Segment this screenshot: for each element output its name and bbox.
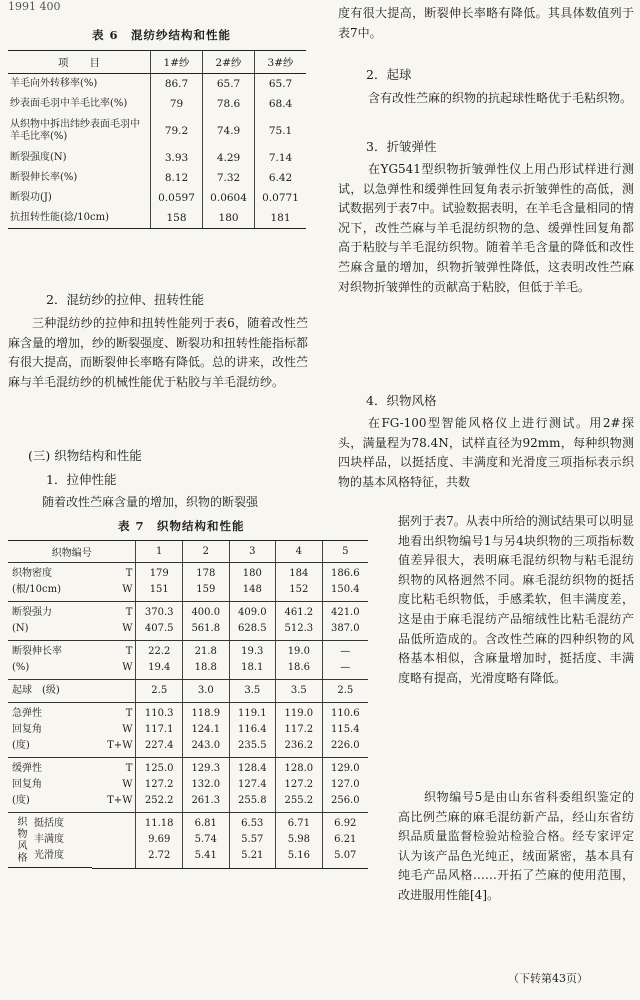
table7-value: 255.8 [237, 795, 267, 806]
table6-row-label: 羊毛向外转移率(%) [10, 78, 98, 89]
table7-tw-line: T+W [107, 740, 133, 751]
table7-value: 125.0 [144, 763, 174, 774]
table7-tw-line: T [125, 646, 133, 657]
table7-value: 2.5 [337, 685, 354, 696]
table7-tw-line [94, 832, 133, 848]
table7-value: 409.0 [237, 607, 267, 618]
table6-cell: 181 [255, 208, 306, 229]
table7-tw-cell [92, 641, 136, 680]
table7-data-cell [136, 602, 183, 641]
table7-group-label [8, 680, 92, 703]
table6-cell: 65.7 [203, 74, 255, 95]
table7-group-row [8, 563, 368, 602]
table6-cell: 86.7 [151, 74, 203, 95]
table7-label-line: 断裂强力 [12, 607, 52, 618]
table6-row [8, 188, 306, 208]
table7-value: 18.1 [241, 662, 264, 673]
table7-value: 119.0 [284, 708, 314, 719]
table6-row-label: 抗扭转性能(捻/10cm) [8, 208, 151, 229]
table7-label-line: (度) [12, 740, 30, 751]
table7-group-row [8, 680, 368, 703]
table6-cell: 158 [151, 208, 203, 229]
table7-tw-cell [92, 813, 136, 869]
table7-value: 5.74 [194, 834, 217, 846]
table7-value: 116.4 [237, 724, 267, 735]
table7-value: 18.8 [194, 662, 217, 673]
table7-data-cell [183, 680, 230, 703]
table7-value: — [340, 646, 351, 657]
table7-value: 252.2 [144, 795, 174, 806]
table6-cell: 180 [203, 208, 255, 229]
table6-cell: 68.4 [255, 94, 306, 114]
table7-value: 110.3 [144, 708, 174, 719]
table7-value: 117.2 [284, 724, 314, 735]
table6-cell: 79 [151, 94, 203, 114]
table7-tw-line: W [122, 779, 133, 790]
table7-value: 148 [242, 584, 262, 595]
table7-header-cell: 3 [229, 541, 276, 563]
section-heading-yarn-tensile: 2．混纺纱的拉伸、扭转性能 [46, 292, 204, 307]
table7-group-label [8, 602, 92, 641]
table7-value: 127.0 [330, 779, 360, 790]
table7-tw-cell [92, 758, 136, 813]
table7-value: 178 [196, 568, 216, 579]
table7-value: 512.3 [284, 623, 314, 634]
table7-value: 21.8 [194, 646, 217, 657]
table7-label-line: 回复角 [12, 724, 42, 735]
table6-cell: 3.93 [151, 148, 203, 168]
table6-cell: 75.1 [255, 114, 306, 148]
table7-data-cell [322, 703, 368, 758]
table7-label-line: (度) [12, 795, 30, 806]
table7-value: 19.4 [148, 662, 171, 673]
table7-data-cell [229, 703, 276, 758]
table6-cell: 79.2 [151, 114, 203, 148]
table7-value: 6.53 [241, 818, 264, 830]
table7-value: 110.6 [330, 708, 360, 719]
paragraph-style-a: 在FG-100型智能风格仪上进行测试。用2#探头，满量程为78.4N，试样直径为92mm，每种织物测四块样品，以挺括度、丰满度和光滑度三项指标表示织物的基本风格特征，共数 [338, 416, 634, 489]
table7-group-row [8, 602, 368, 641]
table6 [8, 50, 306, 229]
table7-data-cell [229, 641, 276, 680]
table6-cell: 0.0604 [203, 188, 255, 208]
table6-row [8, 94, 306, 114]
table6-caption: 表 6 混纺纱结构和性能 [92, 28, 232, 42]
table7-label-line: 回复角 [12, 779, 42, 790]
table7-group-row [8, 758, 368, 813]
table7-value: 127.4 [237, 779, 267, 790]
table7-value: 128.0 [284, 763, 314, 774]
table7-data-cell [276, 563, 323, 602]
table7-tw-cell [92, 563, 136, 602]
table7-value: 407.5 [144, 623, 174, 634]
table7-tw-line: T [125, 708, 133, 719]
table6-row [8, 74, 306, 95]
table6-cell: 78.6 [203, 94, 255, 114]
table7-label-line: 缓弹性 [12, 763, 42, 774]
table7-value: 5.41 [194, 850, 217, 862]
table7-value: 128.4 [237, 763, 267, 774]
table7-value: 400.0 [191, 607, 221, 618]
table6-cell: 6.42 [255, 168, 306, 188]
table7-data-cell [276, 703, 323, 758]
paragraph-tensile-start: 随着改性苎麻含量的增加，织物的断裂强 [42, 495, 259, 509]
table7-value: 119.1 [237, 708, 267, 719]
table7-value: 3.5 [244, 685, 261, 696]
table7-header-cell: 4 [276, 541, 323, 563]
table7-caption: 表 7 织物结构和性能 [118, 519, 245, 533]
table7-tw-line: T+W [107, 795, 133, 806]
table7-value: — [340, 662, 351, 673]
table7-value: 6.21 [334, 834, 357, 846]
table7-label-line: 织物密度 [12, 568, 52, 579]
table7-value: 235.5 [237, 740, 267, 751]
table7-label-line: 起球 (级) [12, 685, 60, 696]
table7-data-cell [183, 703, 230, 758]
table6-cell: 8.12 [151, 168, 203, 188]
table7-data-cell [183, 602, 230, 641]
table7-tw-line [94, 683, 133, 699]
paragraph-pilling: 含有改性苎麻的织物的抗起球性略优于毛粘织物。 [368, 91, 633, 105]
table7-value: 6.81 [194, 818, 217, 830]
subheading-tensile: 1．拉伸性能 [46, 472, 117, 487]
table7-value: 628.5 [237, 623, 267, 634]
table7-value: 5.16 [287, 850, 310, 862]
table7-tw-line: T [125, 568, 133, 579]
table7-tw-line: T [125, 763, 133, 774]
table6-header-row [8, 51, 306, 74]
table7-data-cell [183, 641, 230, 680]
section-heading-fabric: (三) 织物结构和性能 [28, 448, 142, 463]
table7-tw-line: W [122, 724, 133, 735]
table7-label-line: (N) [12, 623, 29, 634]
subheading-style: 4．织物风格 [366, 393, 437, 408]
table6-header-cell: 3#纱 [255, 51, 306, 74]
table7-data-cell [183, 813, 230, 869]
table7-value: 387.0 [330, 623, 360, 634]
table7-value: 227.4 [144, 740, 174, 751]
table7-value: 22.2 [148, 646, 171, 657]
table7-data-cell [136, 758, 183, 813]
table7-value: 256.0 [330, 795, 360, 806]
paragraph-tensile-end: 度有很大提高，断裂伸长率略有降低。其具体数值列于表7中。 [338, 6, 634, 40]
table7-data-cell [276, 602, 323, 641]
subheading-pilling: 2．起球 [366, 67, 412, 82]
table7-value: 117.1 [144, 724, 174, 735]
table7-value: 184 [289, 568, 309, 579]
table7-data-cell [322, 602, 368, 641]
table7-label-line: (根/10cm) [12, 584, 61, 595]
table6-row [8, 114, 306, 148]
table7-group-label [8, 813, 92, 868]
table7-value: 186.6 [330, 568, 360, 579]
table7-data-cell [229, 602, 276, 641]
table6-cell: 7.14 [255, 148, 306, 168]
table7-value: 3.0 [197, 685, 214, 696]
table7-value: 152 [289, 584, 309, 595]
table7-tw-line: W [122, 662, 133, 673]
table7-header-cell: 5 [322, 541, 368, 563]
table7-data-cell [136, 641, 183, 680]
table6-row-label: 从织物中拆出纬纱表面毛羽中羊毛比率(%) [10, 119, 140, 142]
table7-value: 5.98 [287, 834, 310, 846]
table7-value: 255.2 [284, 795, 314, 806]
table7-value: 129.0 [330, 763, 360, 774]
table6-row-label: 断裂功(J) [10, 192, 52, 203]
table7-label-line: 挺括度 [34, 818, 64, 829]
table7-label-line: 急弹性 [12, 708, 42, 719]
table7-data-cell [183, 563, 230, 602]
table7-value: 5.57 [241, 834, 264, 846]
table7-data-cell [276, 680, 323, 703]
table7-value: 115.4 [330, 724, 360, 735]
table7-tw-line [94, 816, 133, 832]
table7-value: 150.4 [330, 584, 360, 595]
table7-header-cell: 织物编号 [8, 541, 136, 563]
table6-header-cell: 2#纱 [203, 51, 255, 74]
table7-data-cell [276, 758, 323, 813]
table7-value: 226.0 [330, 740, 360, 751]
table7-label-line: 断裂伸长率 [12, 646, 62, 657]
table7-data-cell [229, 813, 276, 869]
table7-value: 179 [149, 568, 169, 579]
table6-cell: 74.9 [203, 114, 255, 148]
table7-data-cell [136, 563, 183, 602]
table7-value: 261.3 [191, 795, 221, 806]
table7-value: 11.18 [144, 818, 174, 830]
table7-value: 19.3 [241, 646, 264, 657]
running-head: 1991 400 [8, 0, 61, 13]
table7-group-label [8, 563, 92, 602]
table7-value: 243.0 [191, 740, 221, 751]
table7-data-cell [136, 680, 183, 703]
table7-group-row [8, 813, 368, 869]
table7-group-label [8, 758, 92, 813]
table7-value: 5.07 [334, 850, 357, 862]
table7-data-cell [229, 563, 276, 602]
paragraph-style-b: 据列于表7。从表中所给的测试结果可以明显地看出织物编号1与另4块织物的三项指标数值差异很大，表明麻毛混纺织物与粘毛混纺织物的风格迥然不同。麻毛混纺织物的挺括度比粘毛织物低，手感柔软，但丰满度差，这是由于麻毛混纺产品缩绒性比粘毛混纺产品低所造成的。含改性苎麻的四种织物的风格基本相似，含麻量增加时，挺括度、丰满度略有提高，光滑度略有降低。 [398, 514, 634, 685]
table7-label-line: (%) [12, 662, 30, 673]
table7-value: 421.0 [330, 607, 360, 618]
table7-tw-line: T [125, 607, 133, 618]
table7-value: 129.3 [191, 763, 221, 774]
table7-data-cell [229, 758, 276, 813]
table7-value: 127.2 [144, 779, 174, 790]
table7-data-cell [229, 680, 276, 703]
table7-value: 2.72 [148, 850, 171, 862]
table7 [8, 540, 368, 869]
table7-data-cell [276, 813, 323, 869]
table7-tw-line: W [122, 584, 133, 595]
paragraph-yarn-tensile: 三种混纺纱的拉伸和扭转性能列于表6，随着改性苎麻含量的增加，纱的断裂强度、断裂功和扭转性能指标都有很大提高，而断裂伸长率略有降低。总的讲来，改性苎麻与羊毛混纺纱的机械性能优于粘胶与羊毛混纺纱。 [8, 316, 309, 389]
table7-data-cell [322, 813, 368, 869]
table7-value: 159 [196, 584, 216, 595]
table7-tw-cell [92, 703, 136, 758]
table7-value: 561.8 [191, 623, 221, 634]
table6-row-label: 断裂强度(N) [10, 152, 67, 163]
table7-style-side-label: 织物风格 [15, 816, 26, 864]
table7-value: 6.71 [287, 818, 310, 830]
table7-data-cell [183, 758, 230, 813]
continued-note: （下转第43页） [508, 972, 588, 985]
table7-value: 18.6 [287, 662, 310, 673]
table7-value: 370.3 [144, 607, 174, 618]
table7-header-row [8, 541, 368, 563]
paragraph-crease: 在YG541型织物折皱弹性仪上用凸形试样进行测试，以急弹性和缓弹性回复角表示折皱弹性的高低，测试数据列于表7中。试验数据表明，在羊毛含量相同的情况下，改性苎麻与羊毛混纺织物的急、缓弹性回复角都高于粘胶与羊毛混纺织物。随着羊毛含量的降低和改性苎麻含量的增加，织物折皱弹性降低，这表明改性苎麻对织物折皱弹性的贡献高于粘胶，但低于羊毛。 [338, 162, 634, 294]
table7-value: 124.1 [191, 724, 221, 735]
table6-cell: 65.7 [255, 74, 306, 95]
table7-value: 151 [149, 584, 169, 595]
table7-value: 6.92 [334, 818, 357, 830]
table7-value: 5.21 [241, 850, 264, 862]
table7-tw-cell [92, 680, 136, 703]
table6-row-label: 断裂伸长率(%) [10, 172, 78, 183]
table7-value: 180 [242, 568, 262, 579]
table7-header-cell: 1 [136, 541, 183, 563]
table6-row [8, 168, 306, 188]
table6-cell: 7.32 [203, 168, 255, 188]
table7-tw-cell [92, 602, 136, 641]
table7-value: 118.9 [191, 708, 221, 719]
table7-group-label [8, 641, 92, 680]
table7-value: 132.0 [191, 779, 221, 790]
table7-data-cell [322, 641, 368, 680]
table7-tw-line [94, 848, 133, 864]
table7-header-cell: 2 [183, 541, 230, 563]
table6-cell: 0.0771 [255, 188, 306, 208]
table7-data-cell [322, 680, 368, 703]
table7-style-labels [34, 816, 64, 864]
table7-value: 19.0 [287, 646, 310, 657]
table7-data-cell [276, 641, 323, 680]
table7-value: 3.5 [290, 685, 307, 696]
table7-value: 236.2 [284, 740, 314, 751]
table7-data-cell [136, 813, 183, 869]
table6-cell: 4.29 [203, 148, 255, 168]
table7-value: 2.5 [151, 685, 168, 696]
table6-row-label: 纱表面毛羽中羊毛比率(%) [10, 98, 128, 109]
paragraph-product: 织物编号5是由山东省科委组织鉴定的高比例苎麻的麻毛混纺新产品，经山东省纺织品质量监督检验站检验合格。经专家评定认为该产品色光纯正，绒面紧密，基本具有纯毛产品风格……开拓了苎麻的使用范围，改进服用性能[4]。 [398, 790, 634, 902]
table6-row [8, 148, 306, 168]
table7-value: 127.2 [284, 779, 314, 790]
table7-label-line: 光滑度 [34, 850, 64, 861]
table7-group-label [8, 703, 92, 758]
table6-header-cell: 1#纱 [151, 51, 203, 74]
table7-data-cell [322, 563, 368, 602]
table7-value: 9.69 [148, 834, 171, 846]
table7-label-line: 丰满度 [34, 834, 64, 845]
table7-group-row [8, 641, 368, 680]
table7-data-cell [136, 703, 183, 758]
table6-cell: 0.0597 [151, 188, 203, 208]
table7-data-cell [322, 758, 368, 813]
table7-value: 461.2 [284, 607, 314, 618]
table7-group-row [8, 703, 368, 758]
subheading-crease: 3．折皱弹性 [366, 139, 437, 154]
table6-row [8, 208, 306, 229]
table6-header-cell: 项 目 [8, 51, 151, 74]
table7-tw-line: W [122, 623, 133, 634]
